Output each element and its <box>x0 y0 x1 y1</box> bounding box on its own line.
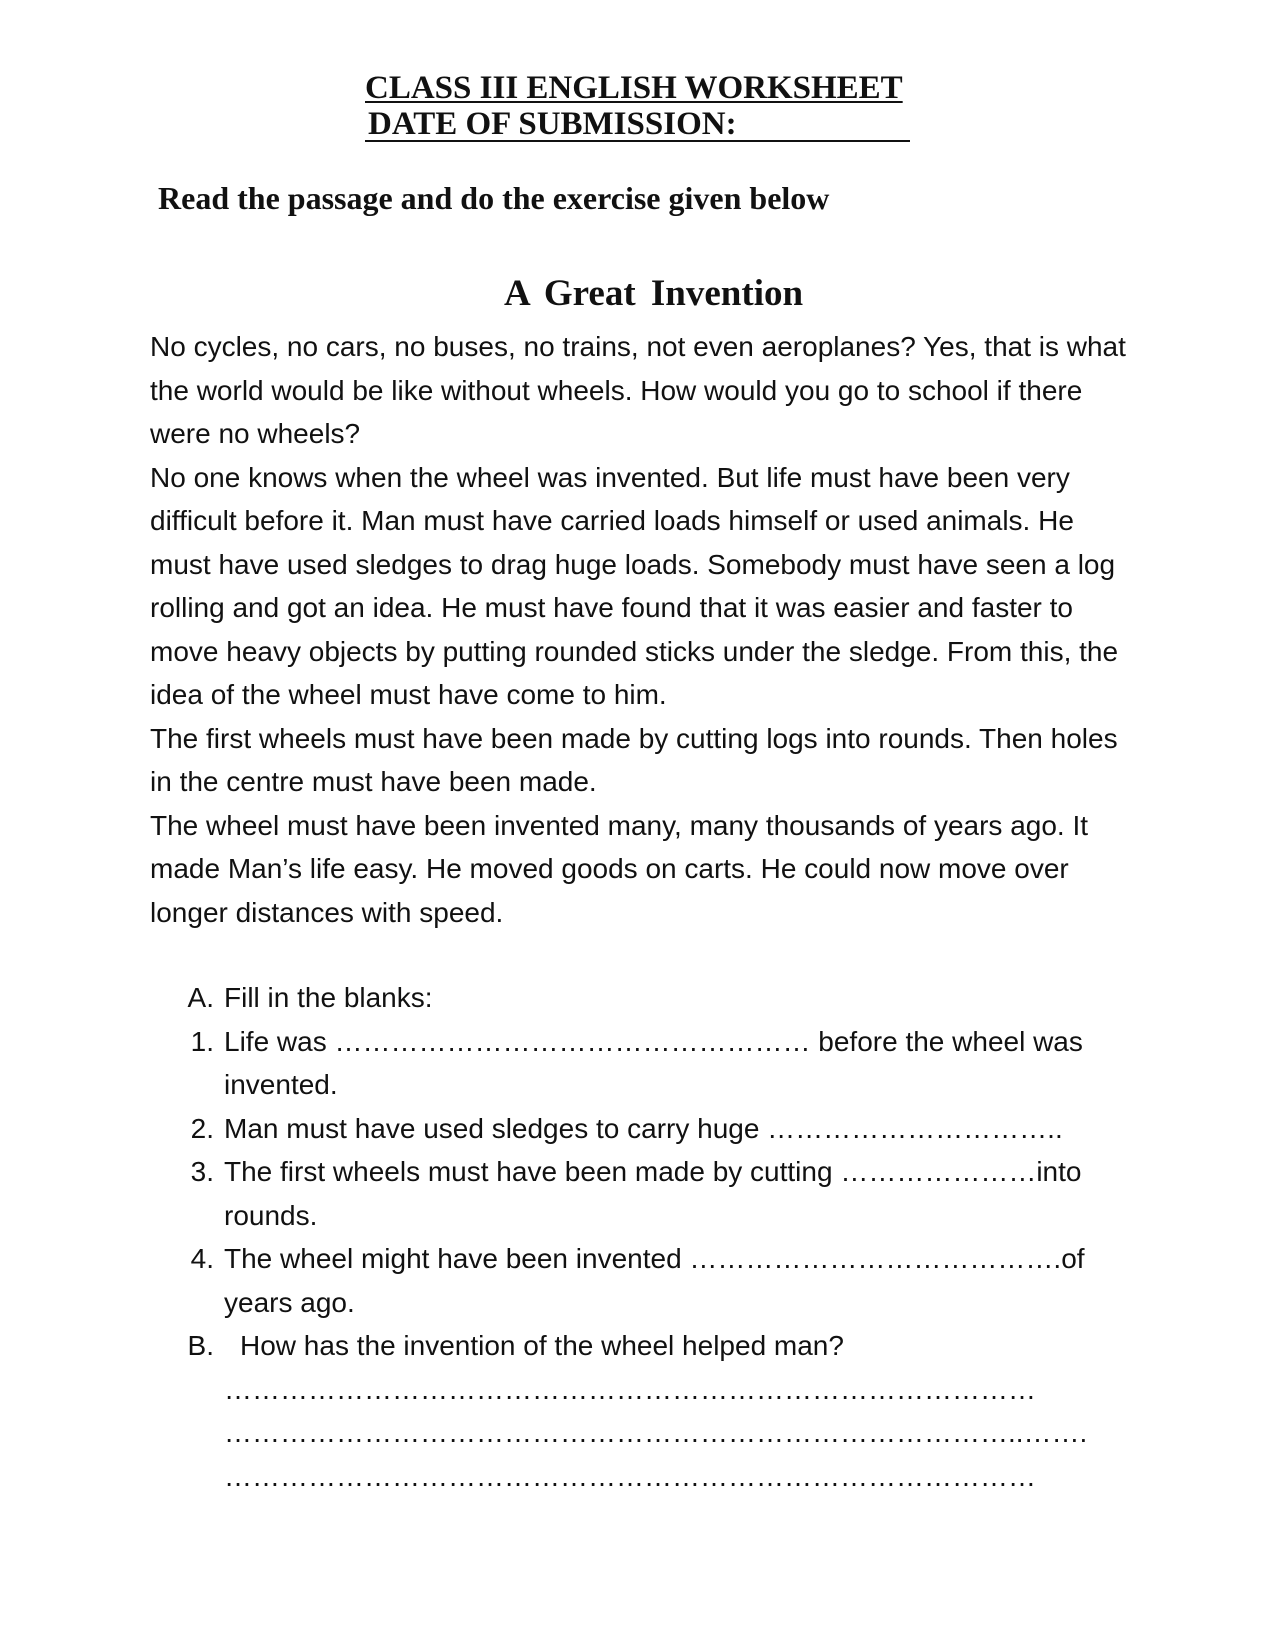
fill-blank-item-3 <box>150 1150 1130 1237</box>
fill-blank-item-4 <box>150 1237 1130 1324</box>
fill-blank-item-1 <box>150 1020 1130 1107</box>
answer-lines <box>224 1368 1130 1499</box>
passage-paragraph: No one knows when the wheel was invented. But life must have been very difficult before it. Man must have carried loads himself or used animals. He must have used sledges to drag huge loads. Somebody must have seen a log rolling and got an idea. He must have found that it was easier and faster to move heavy objects by putting rounded sticks under the sledge. From this, the idea of the wheel must have come to him. <box>150 461 1119 710</box>
list-marker: 1. <box>190 1025 214 1057</box>
list-marker: A. <box>187 982 214 1013</box>
section-a-heading <box>150 976 1130 1020</box>
passage-paragraph: No cycles, no cars, no buses, no trains, not even aeroplanes? Yes, that is what the world would be like without wheels. How would you go to school if there were no wheels? <box>150 331 1126 449</box>
list-marker: 4. <box>190 1243 214 1274</box>
fill-blank-item-2 <box>150 1107 1130 1151</box>
section-a-title: Fill in the blanks: <box>224 982 433 1013</box>
list-marker: B. <box>187 1330 214 1361</box>
fill-blank-text: The first wheels must have been made by cutting …………………into rounds. <box>224 1156 1082 1231</box>
answer-line[interactable]: …………………………………………………………………………… <box>224 1460 1036 1492</box>
passage-paragraph: The first wheels must have been made by cutting logs into rounds. Then holes in the centre must have been made. <box>150 722 1118 797</box>
passage-title: A Great Invention <box>503 273 804 314</box>
exercise-section <box>150 976 1130 1498</box>
fill-blank-text: Man must have used sledges to carry huge ………………………….. <box>224 1112 1063 1144</box>
worksheet-header <box>365 70 910 142</box>
list-marker: 2. <box>190 1112 214 1144</box>
fill-blank-text: The wheel might have been invented ………………………………….of years ago. <box>224 1243 1085 1318</box>
passage-paragraph: The wheel must have been invented many, many thousands of years ago. It made Man’s life easy. He moved goods on carts. He could now move over longer distances with speed. <box>150 809 1089 928</box>
answer-line[interactable]: …………………………………………………………………………… <box>224 1373 1036 1405</box>
passage-body <box>150 325 1130 934</box>
instruction-text: Read the passage and do the exercise given below <box>158 180 830 216</box>
worksheet-title: CLASS III ENGLISH WORKSHEET <box>365 70 903 106</box>
question-text: How has the invention of the wheel helped man? <box>240 1330 844 1361</box>
section-b-question <box>150 1324 1130 1368</box>
fill-blank-text: Life was …………………………………………… before the wheel was invented. <box>224 1025 1083 1100</box>
answer-line[interactable]: …………………………………………………………………………..……. <box>224 1417 1088 1448</box>
date-of-submission: DATE OF SUBMISSION: <box>365 108 910 142</box>
list-marker: 3. <box>190 1156 214 1187</box>
